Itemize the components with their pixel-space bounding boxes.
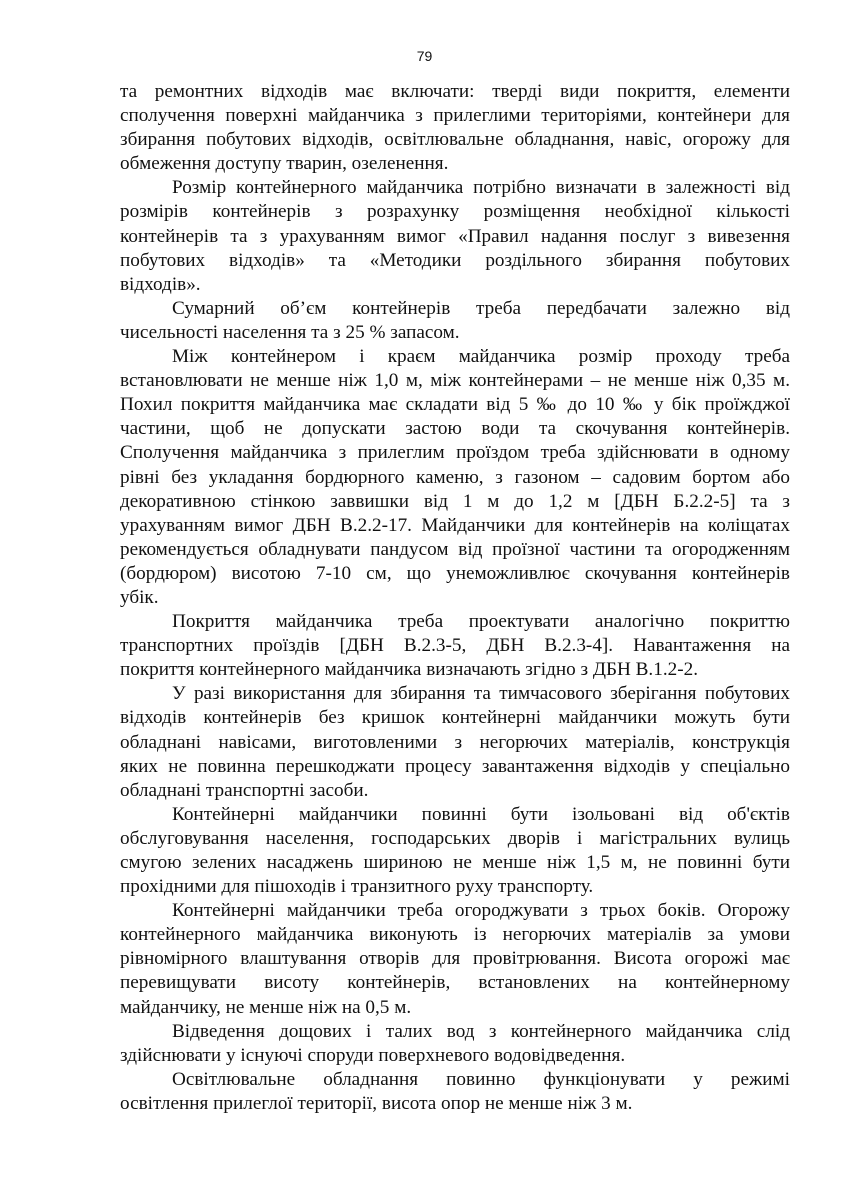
text-line: обслуговування населення, господарських дворів і магістральних вулиць (120, 827, 790, 849)
text-line: декоративною стінкою заввишки від 1 м до 1,2 м [ДБН Б.2.2-5] та з (120, 490, 790, 512)
text-line: Відведення дощових і талих вод з контейнерного майданчика слід (172, 1020, 790, 1042)
text-line: Між контейнером і краєм майданчика розмір проходу треба (172, 346, 790, 368)
paragraph (120, 610, 790, 682)
paragraph (120, 1020, 790, 1068)
paragraph (120, 803, 790, 899)
text-line: сполучення поверхні майданчика з прилеглими територіями, контейнери для (120, 105, 790, 127)
text-line: чисельності населення та з 25 % запасом. (120, 321, 460, 343)
paragraph (120, 899, 790, 1019)
text-line: яких не повинна перешкоджати процесу завантаження відходів у спеціально (120, 755, 790, 777)
text-line: освітлення прилеглої території, висота опор не менше ніж 3 м. (120, 1092, 633, 1114)
text-line: майданчику, не менше ніж на 0,5 м. (120, 996, 412, 1018)
text-line: обладнані транспортні засоби. (120, 779, 369, 801)
text-line: рівномірного влаштування отворів для провітрювання. Висота огорожі має (120, 948, 790, 970)
paragraph (120, 1068, 790, 1116)
text-line: урахуванням вимог ДБН В.2.2-17. Майданчики для контейнерів на коліщатах (120, 514, 790, 536)
text-line: побутових відходів» та «Методики роздільного збирання побутових (120, 249, 790, 271)
text-line: У разі використання для збирання та тимчасового зберігання побутових (172, 683, 790, 705)
text-line: розмірів контейнерів з розрахунку розміщення необхідної кількості (120, 201, 790, 223)
paragraph (120, 80, 790, 176)
text-line: Сумарний об’єм контейнерів треба передбачати залежно від (172, 297, 790, 319)
text-line: Освітлювальне обладнання повинно функціонувати у режимі (172, 1068, 790, 1090)
paragraph (120, 297, 790, 345)
text-line: встановлювати не менше ніж 1,0 м, між контейнерами – не менше ніж 0,35 м. (120, 370, 790, 392)
text-line: Розмір контейнерного майданчика потрібно визначати в залежності від (172, 177, 790, 199)
text-line: (бордюром) висотою 7-10 см, що унеможливлює скочування контейнерів (120, 562, 790, 584)
text-line: Контейнерні майданчики треба огороджувати з трьох боків. Огорожу (172, 900, 790, 922)
page-number: 79 (416, 48, 433, 64)
text-line: відходів». (120, 273, 201, 295)
text-line: транспортних проїздів [ДБН В.2.3-5, ДБН В.2.3-4]. Навантаження на (120, 635, 790, 657)
text-line: Сполучення майданчика з прилеглим проїздом треба здійснювати в одному (120, 442, 790, 464)
text-line: покриття контейнерного майданчика визначають згідно з ДБН В.1.2-2. (120, 659, 698, 681)
paragraph (120, 682, 790, 802)
text-line: обмеження доступу тварин, озеленення. (120, 153, 449, 175)
text-line: збирання побутових відходів, освітлювальне обладнання, навіс, огорожу для (120, 129, 790, 151)
paragraph (120, 345, 790, 610)
text-line: Контейнерні майданчики повинні бути ізольовані від об'єктів (172, 803, 790, 825)
text-line: убік. (120, 586, 159, 608)
text-line: контейнерів та з урахуванням вимог «Правил надання послуг з вивезення (120, 225, 790, 247)
text-line: обладнані навісами, виготовленими з негорючих матеріалів, конструкція (120, 731, 790, 753)
paragraph (120, 176, 790, 296)
text-line: та ремонтних відходів має включати: тверді види покриття, елементи (120, 81, 790, 102)
body-text (120, 80, 790, 1116)
text-line: контейнерного майданчика виконують із негорючих матеріалів за умови (120, 924, 790, 946)
text-line: рівні без укладання бордюрного каменю, з газоном – садовим бортом або (120, 466, 790, 488)
text-line: Покриття майданчика треба проектувати аналогічно покриттю (172, 611, 790, 633)
text-line: Похил покриття майданчика має складати від 5 ‰ до 10 ‰ у бік проїжджої (120, 394, 790, 416)
text-line: смугою зелених насаджень шириною не менше ніж 1,5 м, не повинні бути (120, 852, 790, 873)
text-line: відходів контейнерів без кришок контейнерні майданчики можуть бути (120, 707, 790, 729)
text-line: здійснювати у існуючі споруди поверхневого водовідведення. (120, 1044, 626, 1066)
text-line: частини, щоб не допускати застою води та скочування контейнерів. (120, 418, 790, 440)
text-line: рекомендується обладнувати пандусом від проїзної частини та огородженням (120, 538, 790, 560)
text-line: прохідними для пішоходів і транзитного руху транспорту. (120, 876, 594, 898)
text-line: перевищувати висоту контейнерів, встановлених на контейнерному (120, 972, 790, 994)
